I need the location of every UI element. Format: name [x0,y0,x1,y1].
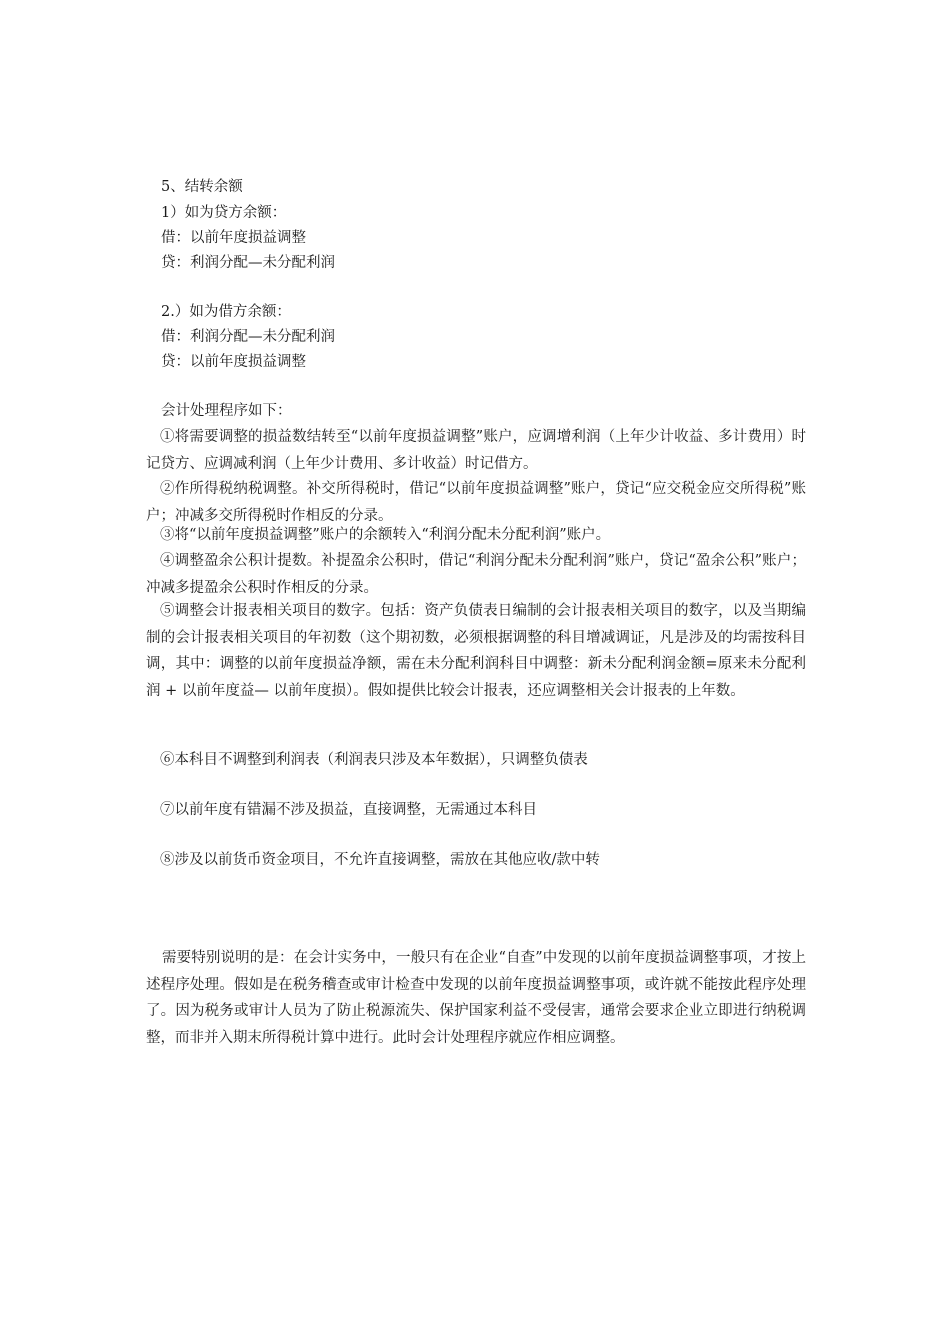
procedure-step-4: ④调整盈余公积计提数。补提盈余公积时，借记“利润分配未分配利润”账户，贷记“盈余公积”账户；冲减多提盈余公积时作相反的分录。 [146,553,806,596]
procedure-step-6: ⑥本科目不调整到利润表（利润表只涉及本年数据），只调整负债表 [160,752,588,768]
debit-balance-debit-entry: 借：利润分配—未分配利润 [161,329,335,345]
procedure-step-8: ⑧涉及以前货币资金项目，不允许直接调整，需放在其他应收/款中转 [160,852,600,868]
section-heading: 5、结转余额 [161,179,243,195]
credit-balance-title: 1）如为贷方余额： [161,205,287,221]
debit-balance-title: 2.）如为借方余额： [161,304,291,320]
credit-balance-debit-entry: 借：以前年度损益调整 [161,230,306,246]
credit-balance-credit-entry: 贷：利润分配—未分配利润 [161,255,335,271]
procedure-step-3: ③将“以前年度损益调整”账户的余额转入“利润分配未分配利润”账户。 [160,527,611,543]
procedure-step-7: ⑦以前年度有错漏不涉及损益，直接调整，无需通过本科目 [160,802,537,818]
procedure-step-5: ⑤调整会计报表相关项目的数字。包括：资产负债表日编制的会计报表相关项目的数字，以及当期编制的会计报表相关项目的年初数（这个期初数，必须根据调整的科目增减调证，凡是涉及的均需按科目调，其中：调整的以前年度损益净额，需在未分配利润科目中调整：新未分配利润金额=原来未分配利润 + 以前年度益— 以前年度损）。假如提供比较会计报表，还应调整相关会计报表的上年数。 [146,603,806,699]
procedure-step-2: ②作所得税纳税调整。补交所得税时，借记“以前年度损益调整”账户，贷记“应交税金应交所得税”账户；冲减多交所得税时作相反的分录。 [146,481,806,524]
special-note-paragraph: 需要特别说明的是：在会计实务中，一般只有在企业“自查”中发现的以前年度损益调整事项，才按上述程序处理。假如是在税务稽查或审计检查中发现的以前年度损益调整事项，或许就不能按此程序处理了。因为税务或审计人员为了防止税源流失、保护国家利益不受侵害，通常会要求企业立即进行纳税调整，而非并入期末所得税计算中进行。此时会计处理程序就应作相应调整。 [146,950,806,1046]
debit-balance-credit-entry: 贷：以前年度损益调整 [161,354,306,370]
procedure-intro: 会计处理程序如下： [161,403,292,419]
procedure-step-1: ①将需要调整的损益数结转至“以前年度损益调整”账户，应调增利润（上年少计收益、多计费用）时记贷方、应调减利润（上年少计费用、多计收益）时记借方。 [146,429,806,472]
